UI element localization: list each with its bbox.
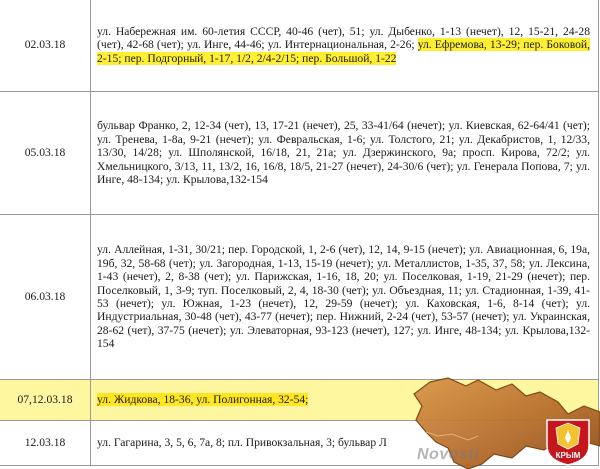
address-cell: бульвар Франко, 2, 12-34 (чет), 13, 17-21 (нечет), 25, 33-41/64 (нечет); ул. Киевская, 62-64/41 (чет); ул. Тренева, 1-8а, 9-21 (нечет); ул. Февральская, 1-6; ул. Толстого, 21; ул. Декабристов, 1, 12/33, 13/30, 14/28; ул. Шполянской, 16/18, 21, 21а; ул. Дзержинского, 9а; просп. Кирова, 72/2; ул. Хмельницкого, 3/13, 11, 13/2, 16, 16/8, 18/5, 21-27 (нечет), 24-30/6 (чет); ул. Генерала Попова, 7; ул. Инге, 48-134; ул. Крылова,132-154 (91, 92, 599, 215)
date-cell: 02.03.18 (0, 0, 91, 92)
site-watermark-text: Novosti (417, 446, 480, 463)
date-cell: 06.03.18 (0, 215, 91, 380)
highlighted-address-text: ул. Ефремова, 13-29; пер. Боковой, 2-15; пер. Подгорный, 1-17, 1/2, 2/4-2/15; пер. Большой, 1-22 (97, 38, 590, 65)
highlighted-address-text: ул. Жидкова, 18-36, ул. Полигонная, 32-54; (97, 393, 309, 407)
table-row (0, 92, 599, 215)
date-cell: 07,12.03.18 (0, 380, 91, 421)
date-cell: 12.03.18 (0, 421, 91, 466)
address-cell: ул. Гагарина, 3, 5, 6, 7а, 8; пл. Привокзальная, 3; бульвар Л (91, 421, 599, 466)
table-row (0, 0, 599, 92)
address-cell: ул. Аллейная, 1-31, 30/21; пер. Городской, 1, 2-6 (чет), 12, 14, 9-15 (нечет); ул. Авиационная, 6, 19а, 19б, 32, 58-68 (чет); ул. Загородная, 1-13, 15-19 (нечет); ул. Металлистов, 1-35, 37, 58; ул. Лексина, 1-43 (нечет), 2, 8-38 (чет); ул. Парижская, 1-16, 18, 20; ул. Поселковая, 1-19, 21-29 (нечет); пер. Поселковый, 1, 3-9; туп. Поселковый, 2, 4, 18-30 (чет); ул. Объездная, 11; ул. Стадионная, 1-39, 41-53 (нечет); ул. Южная, 1-23 (нечет), 12, 29-59 (нечет); ул. Каховская, 1-6, 8-14 (чет); ул. Индустриальная, 30-48 (чет), 43-77 (нечет); пер. Нижний, 2-24 (чет), 53-57 (нечет); ул. Украинская, 28-62 (чет), 37-75 (нечет); ул. Элеваторная, 93-123 (нечет), 127; ул. Инге, 48-134; ул. Крылова,132-154 (91, 215, 599, 380)
table-row (0, 215, 599, 380)
address-text: ул. Набережная им. 60-летия СССР, 40-46 (чет), 51; ул. Дыбенко, 1-13 (нечет), 12, 15-21, 24-28 (чет), 42-68 (чет); ул. Инге, 44-46; ул. Интернациональная, 2-26; (97, 24, 590, 52)
address-cell (91, 0, 599, 92)
badge-label: КРЫМ (555, 451, 581, 460)
date-cell: 05.03.18 (0, 92, 91, 215)
